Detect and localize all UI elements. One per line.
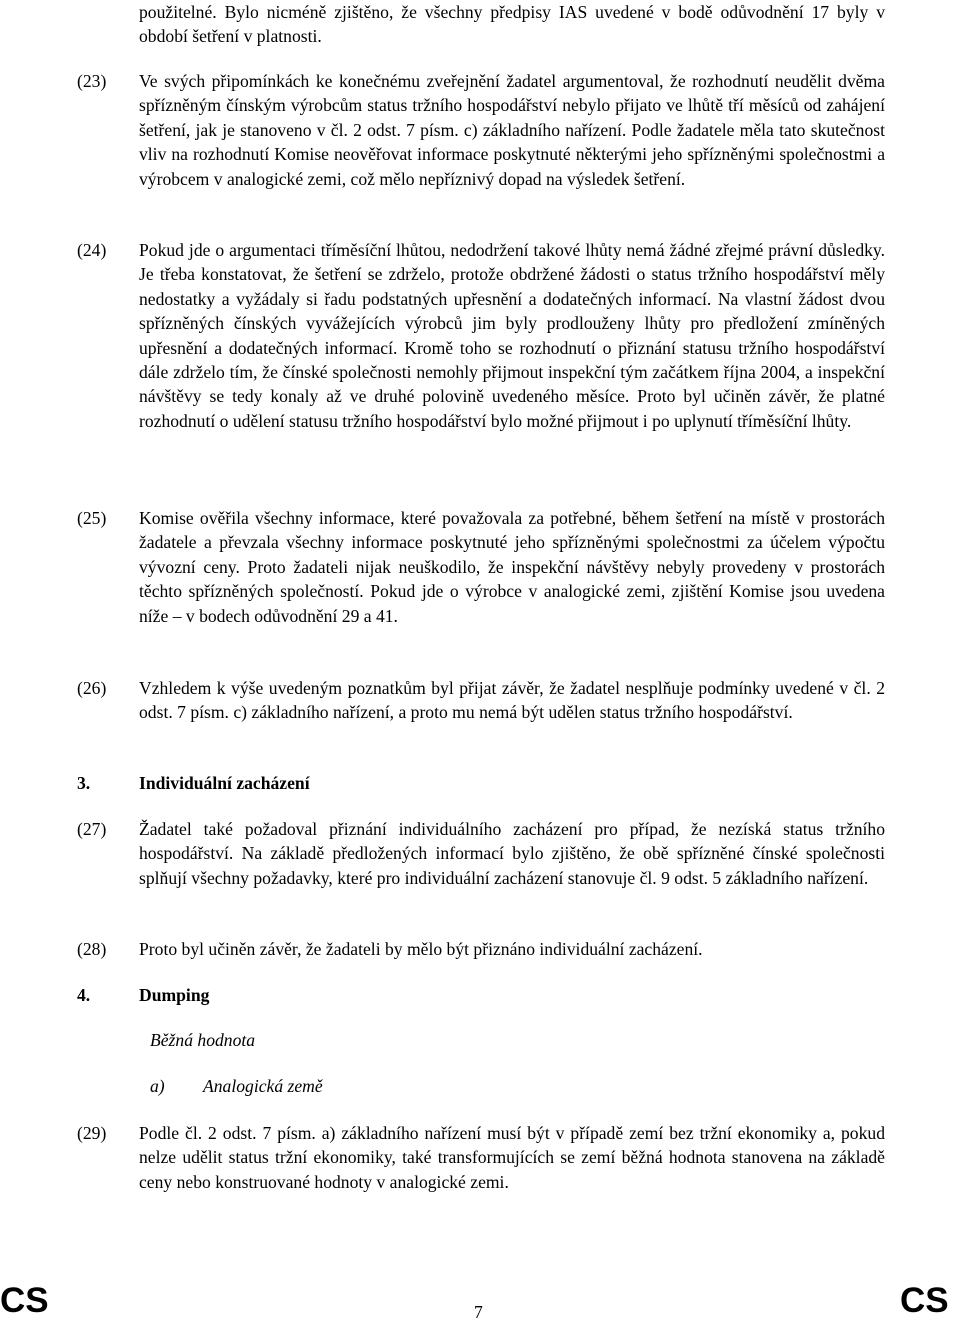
paragraph-text: Ve svých připomínkách ke konečnému zveřejnění žadatel argumentoval, že rozhodnutí neudělit dvěma spřízněným čínským výrobcům status tržního hospodářství nebylo přijato ve lhůtě tří měsíců od zahájení šetření, jak je stanoveno v čl. 2 odst. 7 písm. c) základního nařízení. Podle žadatele měla tato skutečnost vliv na rozhodnutí Komise neověřovat informace poskytnuté některými jeho spřízněnými společnostmi a výrobcem v analogické zemi, což mělo nepříznivý dopad na výsledek šetření. bbox=[139, 71, 885, 189]
paragraph-number: (25) bbox=[77, 508, 107, 528]
paragraph-text: Proto byl učiněn závěr, že žadateli by mělo být přiznáno individuální zacházení. bbox=[139, 939, 703, 959]
subheading-normal-value: Běžná hodnota bbox=[150, 1030, 256, 1050]
paragraph-number: (27) bbox=[77, 819, 107, 839]
section-title: Dumping bbox=[139, 985, 210, 1005]
paragraph-text: Žadatel také požadoval přiznání individuálního zacházení pro případ, že nezíská status tržního hospodářství. Na základě předložených informací bylo zjištěno, že obě spřízněné čínské společnosti splňují všechny požadavky, které pro individuální zacházení stanovuje čl. 9 odst. 5 základního nařízení. bbox=[139, 819, 885, 888]
paragraph-28 bbox=[77, 937, 885, 961]
paragraph-29 bbox=[77, 1121, 885, 1194]
paragraph-23 bbox=[77, 69, 885, 191]
paragraph-number: (28) bbox=[77, 939, 107, 959]
paragraph-text: Vzhledem k výše uvedeným poznatkům byl přijat závěr, že žadatel nesplňuje podmínky uvedené v čl. 2 odst. 7 písm. c) základního nařízení, a proto mu nemá být udělen status tržního hospodářství. bbox=[139, 678, 885, 723]
paragraph-number: (29) bbox=[77, 1123, 107, 1143]
subheading-letter: a) bbox=[150, 1076, 165, 1096]
section-number: 4. bbox=[77, 985, 91, 1005]
intro-paragraph-continuation: použitelné. Bylo nicméně zjištěno, že všechny předpisy IAS uvedené v bodě odůvodnění 17 byly v období šetření v platnosti. bbox=[139, 2, 885, 47]
footer-page-number: 7 bbox=[474, 1302, 483, 1322]
paragraph-27 bbox=[77, 817, 885, 890]
footer-language-mark-right: CS bbox=[900, 1281, 949, 1320]
paragraph-26 bbox=[77, 676, 885, 725]
subheading-analog-country: Analogická země bbox=[203, 1076, 323, 1096]
paragraph-text: Komise ověřila všechny informace, které považovala za potřebné, během šetření na místě v prostorách žadatele a převzala všechny informace poskytnuté jeho spřízněnými společnostmi za účelem výpočtu vývozní ceny. Proto žadateli nijak neuškodilo, že inspekční návštěvy nebyly provedeny v prostorách těchto spřízněných společností. Pokud jde o výrobce v analogické zemi, zjištění Komise jsou uvedena níže – v bodech odůvodnění 29 a 41. bbox=[139, 508, 885, 626]
paragraph-number: (24) bbox=[77, 240, 107, 260]
paragraph-24 bbox=[77, 238, 885, 433]
section-title: Individuální zacházení bbox=[139, 773, 310, 793]
paragraph-25 bbox=[77, 506, 885, 628]
paragraph-text: Pokud jde o argumentaci tříměsíční lhůtou, nedodržení takové lhůty nemá žádné zřejmé právní důsledky. Je třeba konstatovat, že šetření se zdrželo, protože obdržené žádosti o status tržního hospodářství měly nedostatky a vyžádaly si řadu podstatných upřesnění a dodatečných informací. Na vlastní žádost dvou spřízněných čínských vyvážejících výrobců jim byly prodlouženy lhůty pro předložení zmíněných upřesnění a dodatečných informací. Kromě toho se rozhodnutí o přiznání statusu tržního hospodářství dále zdrželo tím, že čínské společnosti nemohly přijmout inspekční tým začátkem října 2004, a inspekční návštěvy se tedy konaly až ve druhé polovině uvedeného měsíce. Proto byl učiněn závěr, že platné rozhodnutí o udělení statusu tržního hospodářství bylo možné přijmout i po uplynutí tříměsíční lhůty. bbox=[139, 240, 885, 431]
footer-language-mark-left: CS bbox=[0, 1281, 49, 1320]
paragraph-number: (23) bbox=[77, 71, 107, 91]
paragraph-number: (26) bbox=[77, 678, 107, 698]
section-number: 3. bbox=[77, 773, 91, 793]
paragraph-text: Podle čl. 2 odst. 7 písm. a) základního nařízení musí být v případě zemí bez tržní ekonomiky a, pokud nelze udělit status tržní ekonomiky, také transformujících se zemí běžná hodnota stanovena na základě ceny nebo konstruované hodnoty v analogické zemi. bbox=[139, 1123, 885, 1192]
